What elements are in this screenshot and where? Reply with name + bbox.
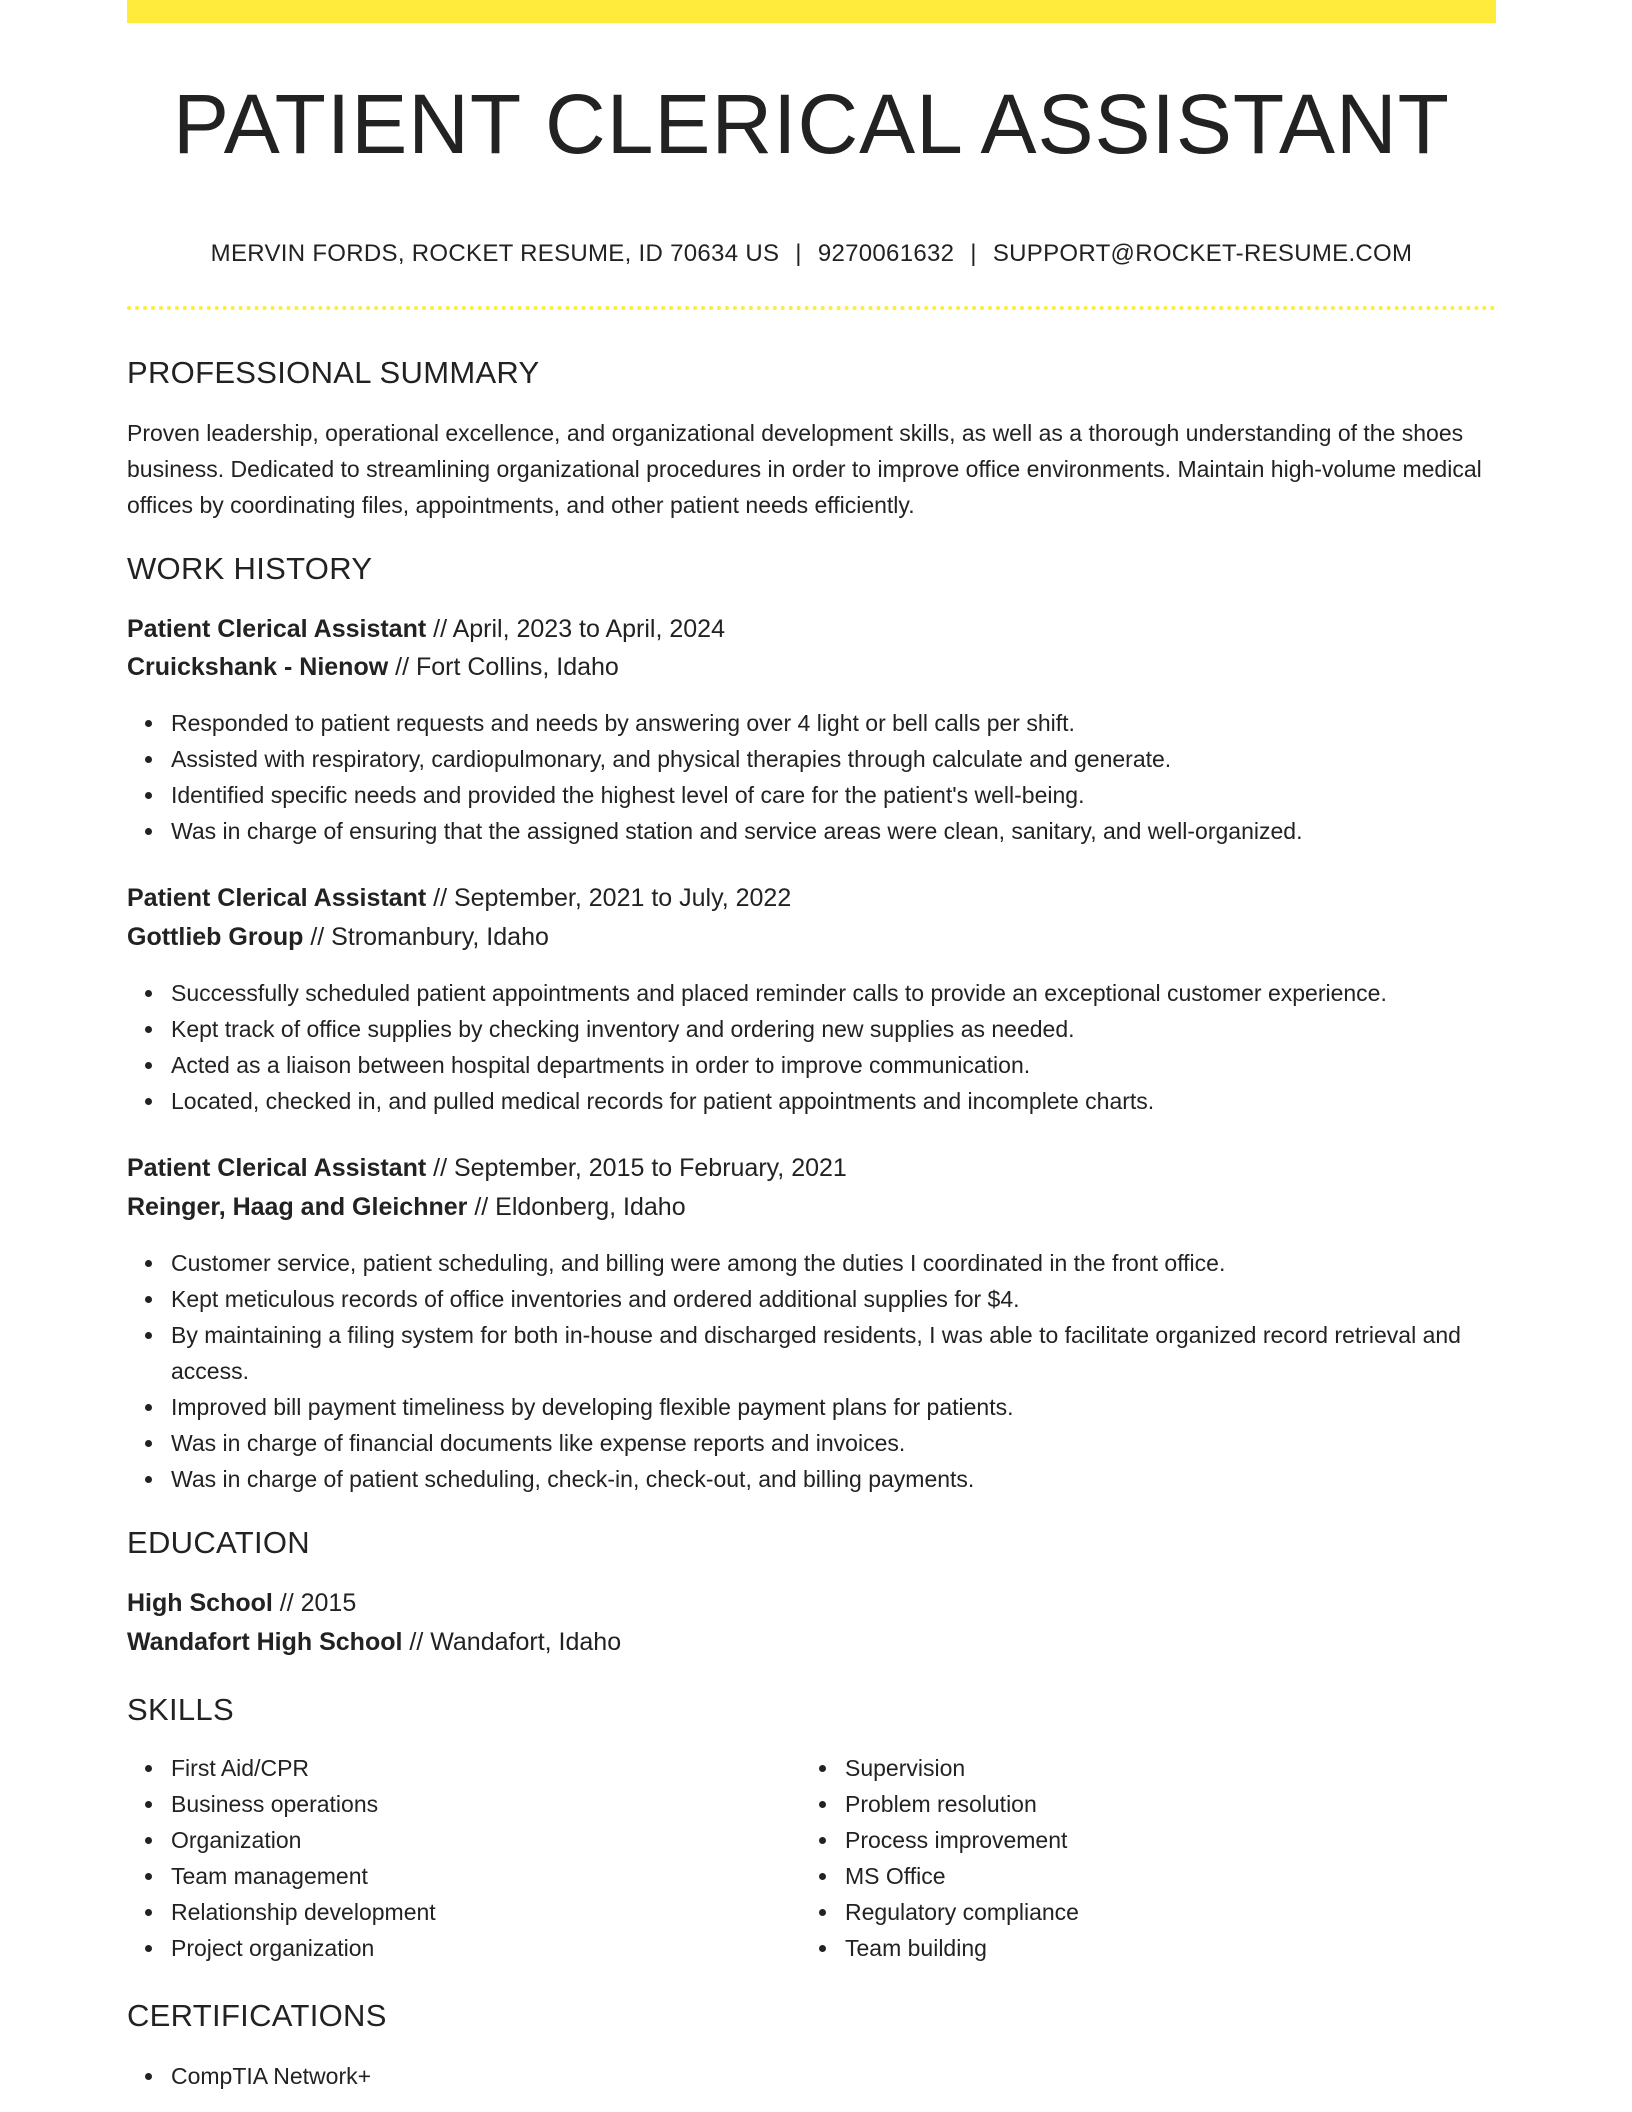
skills-list-right xyxy=(845,1750,1079,1966)
skill-item: First Aid/CPR xyxy=(171,1750,436,1786)
skill-item: Team management xyxy=(171,1858,436,1894)
job-title: Patient Clerical Assistant xyxy=(127,615,427,643)
job-dates: // September, 2021 to July, 2022 xyxy=(426,884,792,912)
skill-item: Supervision xyxy=(845,1750,1079,1786)
job-title-line xyxy=(127,884,791,913)
contact-separator: | xyxy=(795,240,802,267)
skills-list-left xyxy=(171,1750,436,1966)
skill-item: Team building xyxy=(845,1930,1079,1966)
skill-item: Regulatory compliance xyxy=(845,1894,1079,1930)
list-item: Was in charge of ensuring that the assigned station and service areas were clean, sanitary, and well-organized. xyxy=(171,813,1491,849)
list-item: Acted as a liaison between hospital departments in order to improve communication. xyxy=(171,1047,1491,1083)
certifications-list xyxy=(171,2058,1491,2094)
skill-item: Relationship development xyxy=(171,1894,436,1930)
list-item: Kept track of office supplies by checking inventory and ordering new supplies as needed. xyxy=(171,1011,1491,1047)
job-title-line xyxy=(127,615,725,644)
list-item: Improved bill payment timeliness by developing flexible payment plans for patients. xyxy=(171,1389,1491,1425)
job-company: Gottlieb Group xyxy=(127,923,304,951)
list-item: Was in charge of patient scheduling, check-in, check-out, and billing payments. xyxy=(171,1461,1491,1497)
contact-separator: | xyxy=(970,240,977,267)
job-company: Cruickshank - Nienow xyxy=(127,653,389,681)
contact-address: MERVIN FORDS, ROCKET RESUME, ID 70634 US xyxy=(210,240,780,267)
education-heading: EDUCATION xyxy=(127,1525,310,1560)
job-dates: // April, 2023 to April, 2024 xyxy=(426,615,725,643)
certifications-heading: CERTIFICATIONS xyxy=(127,1998,387,2033)
skill-item: Project organization xyxy=(171,1930,436,1966)
job-bullets xyxy=(171,1245,1491,1497)
job-location: // Stromanbury, Idaho xyxy=(303,923,549,951)
top-accent-bar xyxy=(127,0,1496,23)
contact-phone: 9270061632 xyxy=(817,240,955,267)
education-year: // 2015 xyxy=(272,1589,357,1617)
job-company-line xyxy=(127,653,619,682)
education-school: Wandafort High School xyxy=(127,1628,403,1656)
dotted-divider xyxy=(127,306,1496,310)
skills-heading: SKILLS xyxy=(127,1692,234,1727)
summary-heading: PROFESSIONAL SUMMARY xyxy=(127,355,540,390)
list-item: Customer service, patient scheduling, and billing were among the duties I coordinated in the front office. xyxy=(171,1245,1491,1281)
list-item: Was in charge of financial documents like expense reports and invoices. xyxy=(171,1425,1491,1461)
work-history-heading: WORK HISTORY xyxy=(127,551,373,586)
contact-line xyxy=(127,240,1496,268)
list-item: Kept meticulous records of office inventories and ordered additional supplies for $4. xyxy=(171,1281,1491,1317)
job-location: // Fort Collins, Idaho xyxy=(388,653,619,681)
job-company-line xyxy=(127,923,549,952)
skill-item: Business operations xyxy=(171,1786,436,1822)
job-company-line xyxy=(127,1193,686,1222)
education-location: // Wandafort, Idaho xyxy=(402,1628,622,1656)
summary-text: Proven leadership, operational excellence, and organizational development skills, as well as a thorough understanding of the shoes business. Dedicated to streamlining organizational procedures in order to improve office environments. Maintain high-volume medical offices by coordinating files, appointments, and other patient needs efficiently. xyxy=(127,420,1482,518)
skill-item: Problem resolution xyxy=(845,1786,1079,1822)
list-item: By maintaining a filing system for both in-house and discharged residents, I was able to facilitate organized record retrieval and access. xyxy=(171,1317,1491,1389)
job-company: Reinger, Haag and Gleichner xyxy=(127,1193,468,1221)
page-title: PATIENT CLERICAL ASSISTANT xyxy=(173,77,1450,171)
list-item: Successfully scheduled patient appointments and placed reminder calls to provide an exceptional customer experience. xyxy=(171,975,1491,1011)
job-title: Patient Clerical Assistant xyxy=(127,1154,427,1182)
list-item: Identified specific needs and provided the highest level of care for the patient's well-being. xyxy=(171,777,1491,813)
job-title-line xyxy=(127,1154,847,1183)
list-item: Responded to patient requests and needs by answering over 4 light or bell calls per shift. xyxy=(171,705,1491,741)
list-item: Located, checked in, and pulled medical records for patient appointments and incomplete charts. xyxy=(171,1083,1491,1119)
education-degree-line xyxy=(127,1589,356,1618)
list-item: Assisted with respiratory, cardiopulmonary, and physical therapies through calculate and generate. xyxy=(171,741,1491,777)
contact-email: SUPPORT@ROCKET-RESUME.COM xyxy=(992,240,1413,267)
job-bullets xyxy=(171,975,1491,1119)
job-bullets xyxy=(171,705,1491,849)
job-title: Patient Clerical Assistant xyxy=(127,884,427,912)
certification-item: CompTIA Network+ xyxy=(171,2058,1491,2094)
education-school-line xyxy=(127,1628,621,1657)
skill-item: MS Office xyxy=(845,1858,1079,1894)
skill-item: Organization xyxy=(171,1822,436,1858)
education-degree: High School xyxy=(127,1589,273,1617)
job-dates: // September, 2015 to February, 2021 xyxy=(426,1154,847,1182)
job-location: // Eldonberg, Idaho xyxy=(467,1193,686,1221)
skill-item: Process improvement xyxy=(845,1822,1079,1858)
